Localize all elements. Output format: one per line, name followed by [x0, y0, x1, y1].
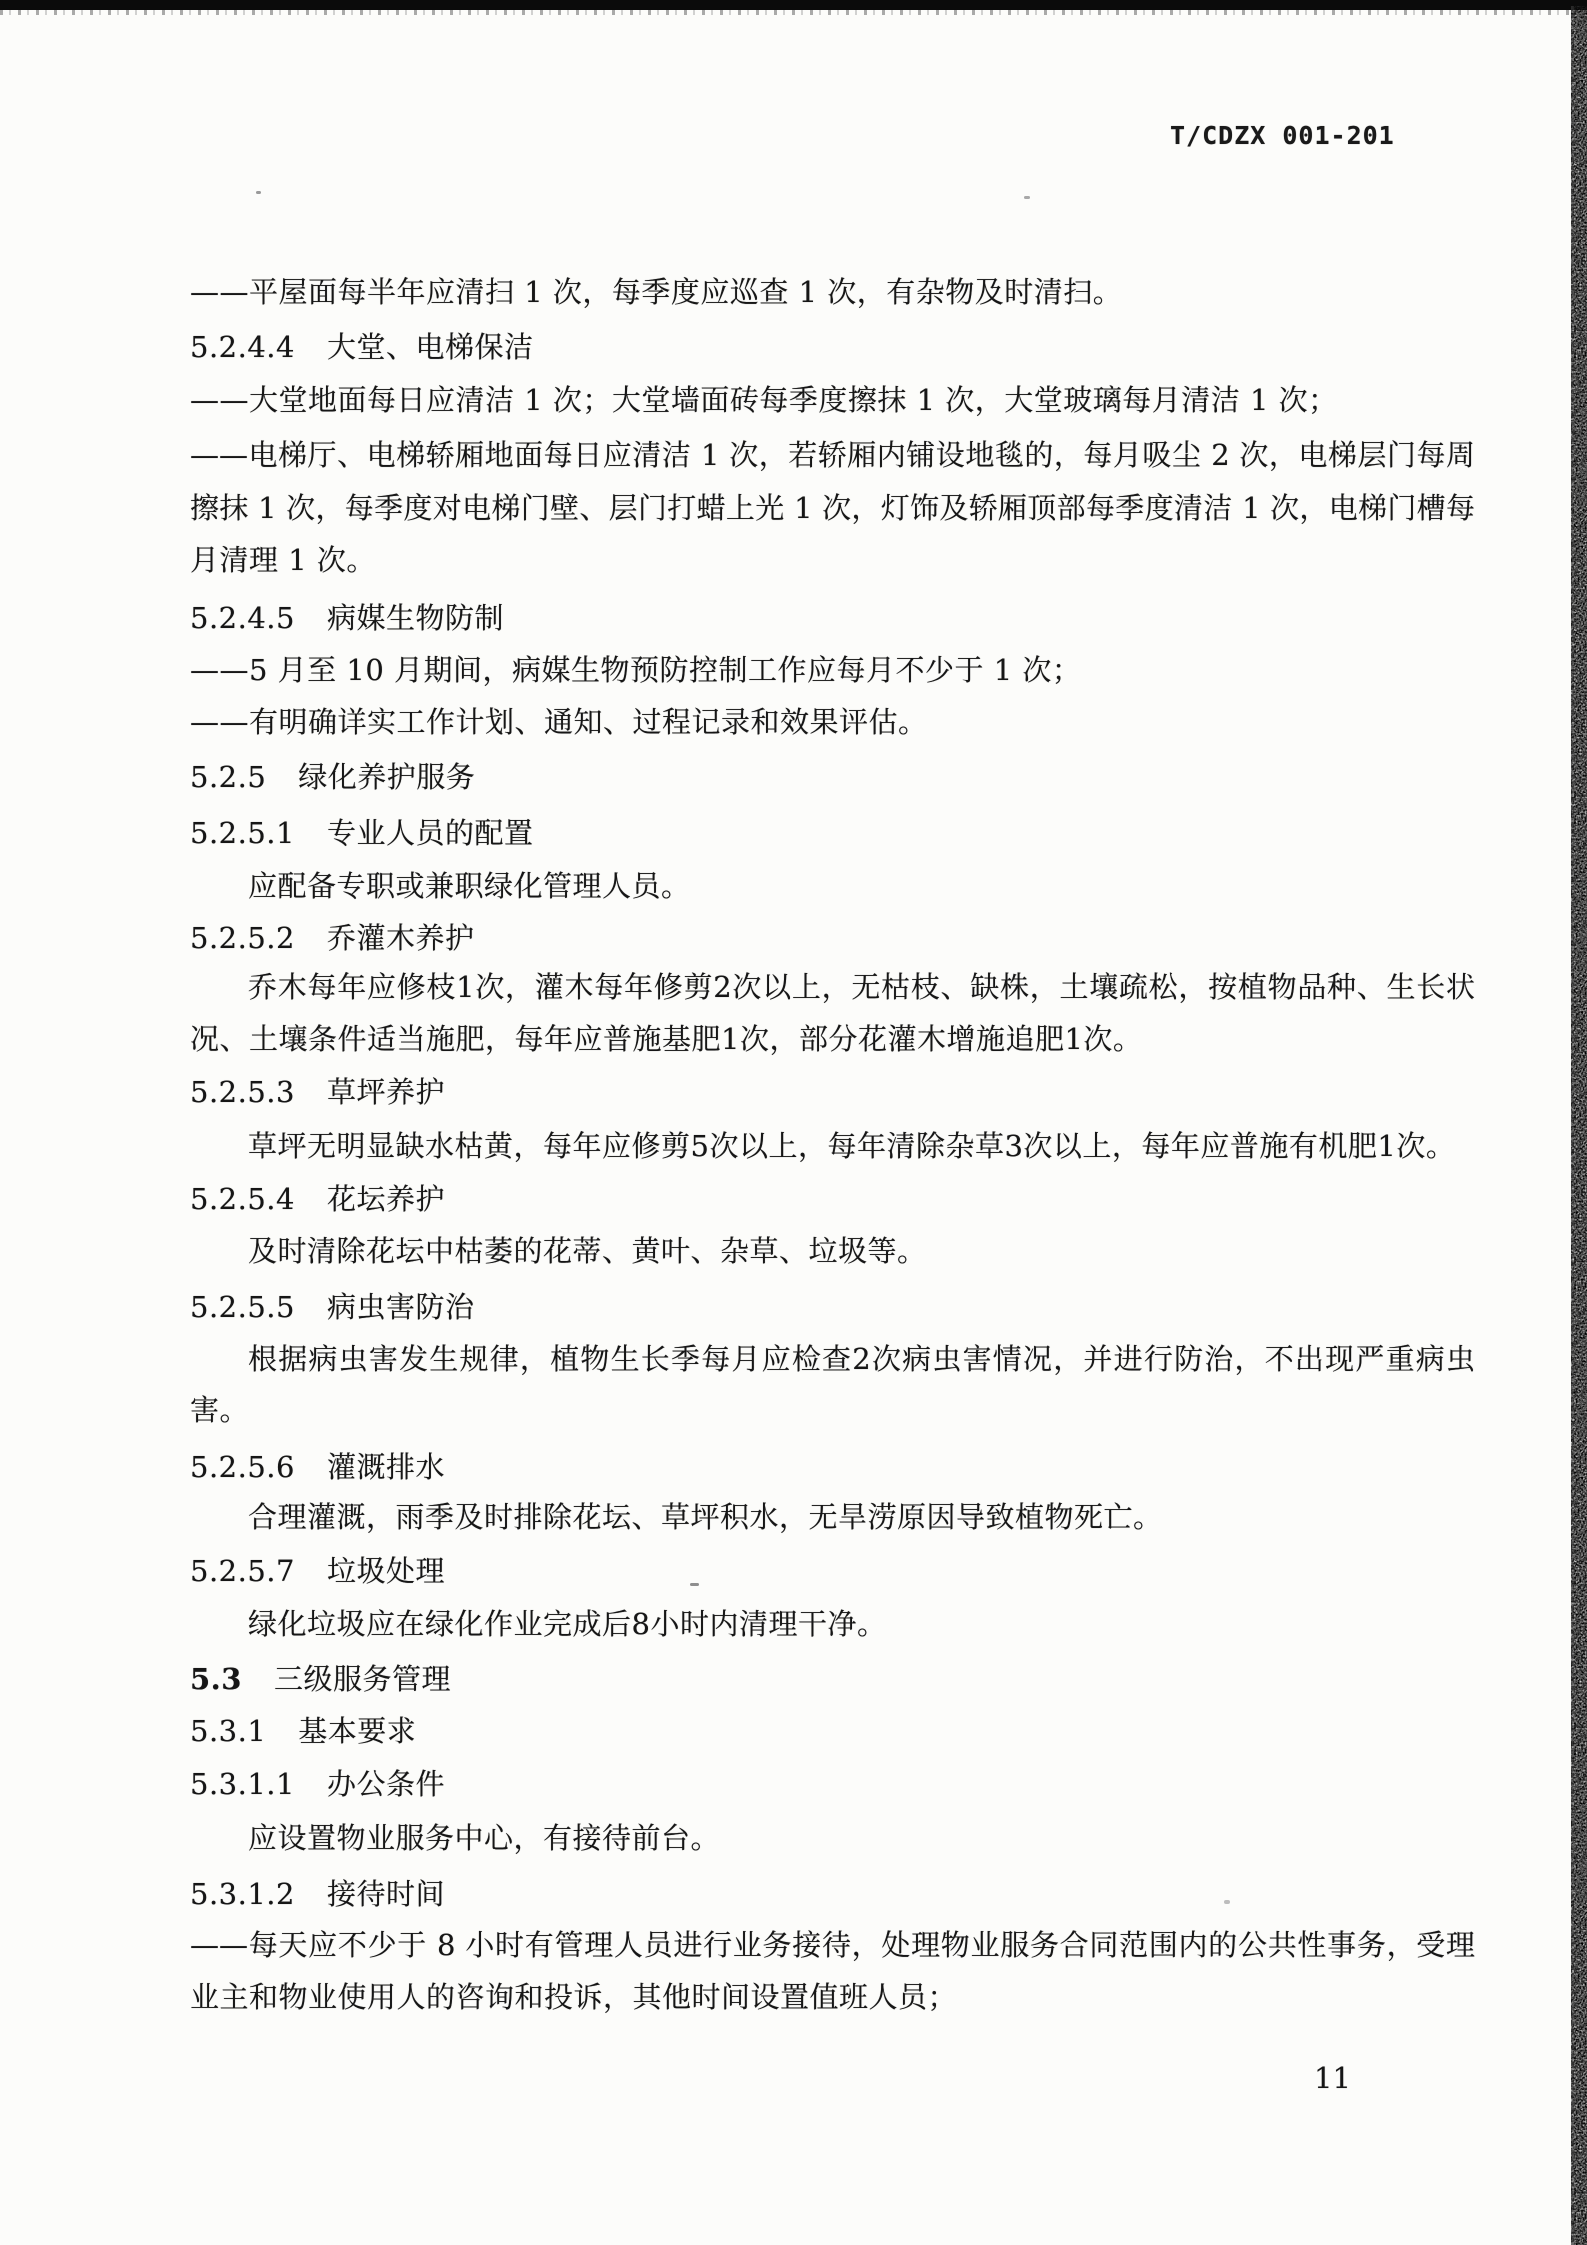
- page-number: 11: [1314, 2061, 1351, 2095]
- clause-number: 5.2.5.5: [190, 1290, 295, 1324]
- clause-title: 病虫害防治: [326, 1290, 475, 1324]
- text-line: 擦抹 1 次，每季度对电梯门壁、层门打蜡上光 1 次，灯饰及轿厢顶部每季度清洁 1 次，电梯门槽每: [190, 491, 1475, 525]
- clause-heading: [190, 1447, 1475, 1487]
- scan-speck: [256, 191, 261, 194]
- clause-title: 接待时间: [326, 1877, 445, 1911]
- text-line: ——5 月至 10 月期间，病媒生物预防控制工作应每月不少于 1 次；: [190, 653, 1082, 687]
- text-line: ——电梯厅、电梯轿厢地面每日应清洁 1 次，若轿厢内铺设地毯的，每月吸尘 2 次，电梯层门每周: [190, 438, 1475, 472]
- text-line: 应配备专职或兼职绿化管理人员。: [248, 869, 691, 903]
- text-line: ——大堂地面每日应清洁 1 次；大堂墙面砖每季度擦抹 1 次，大堂玻璃每月清洁 1 次；: [190, 383, 1338, 417]
- clause-title: 大堂、电梯保洁: [326, 330, 534, 364]
- clause-number: 5.2.5.7: [190, 1554, 295, 1588]
- text-line: 草坪无明显缺水枯黄，每年应修剪5次以上，每年清除杂草3次以上，每年应普施有机肥1次。: [248, 1129, 1456, 1163]
- text-line: 害。: [190, 1393, 250, 1427]
- clause-heading: [190, 813, 1475, 853]
- clause-title: 办公条件: [326, 1767, 445, 1801]
- clause-title: 绿化养护服务: [298, 760, 476, 794]
- scan-noise-right-band: [1571, 6, 1587, 2245]
- clause-heading: [190, 1072, 1475, 1112]
- clause-heading: [190, 1287, 1475, 1327]
- clause-number: 5.2.5.1: [190, 816, 295, 850]
- text-line: 根据病虫害发生规律，植物生长季每月应检查2次病虫害情况，并进行防治，不出现严重病虫: [248, 1342, 1475, 1376]
- text-line: 绿化垃圾应在绿化作业完成后8小时内清理干净。: [248, 1607, 887, 1641]
- scan-speck: [1024, 196, 1030, 199]
- clause-number: 5.2.5.4: [190, 1182, 295, 1216]
- clause-title: 病媒生物防制: [326, 601, 504, 635]
- text-line: ——每天应不少于 8 小时有管理人员进行业务接待，处理物业服务合同范围内的公共性事务，受理: [190, 1928, 1475, 1962]
- standard-code-header: T/CDZX 001-201: [1170, 121, 1395, 150]
- text-line: 及时清除花坛中枯萎的花蒂、黄叶、杂草、垃圾等。: [248, 1234, 927, 1268]
- clause-heading: [190, 1874, 1475, 1914]
- clause-heading: [190, 1764, 1475, 1804]
- text-line: 乔木每年应修枝1次，灌木每年修剪2次以上，无枯枝、缺株，土壤疏松，按植物品种、生长状: [248, 970, 1475, 1004]
- text-line: ——平屋面每半年应清扫 1 次，每季度应巡查 1 次，有杂物及时清扫。: [190, 275, 1123, 309]
- clause-title: 专业人员的配置: [326, 816, 534, 850]
- clause-number: 5.2.4.4: [190, 330, 295, 364]
- clause-number: 5.3.1: [190, 1714, 267, 1748]
- scan-noise-edge-line: [1571, 6, 1574, 2245]
- clause-title: 草坪养护: [326, 1075, 445, 1109]
- clause-number: 5.3.1.1: [190, 1767, 295, 1801]
- clause-number: 5.2.5.2: [190, 921, 295, 955]
- clause-heading: [190, 327, 1475, 367]
- text-line: ——有明确详实工作计划、通知、过程记录和效果评估。: [190, 705, 928, 739]
- clause-number: 5.2.4.5: [190, 601, 295, 635]
- clause-number: 5.2.5.6: [190, 1450, 295, 1484]
- text-line: 合理灌溉，雨季及时排除花坛、草坪积水，无旱涝原因导致植物死亡。: [248, 1500, 1163, 1534]
- text-line: 业主和物业使用人的咨询和投诉，其他时间设置值班人员；: [190, 1980, 958, 2014]
- clause-title: 基本要求: [298, 1714, 417, 1748]
- text-line: 况、土壤条件适当施肥，每年应普施基肥1次，部分花灌木增施追肥1次。: [190, 1022, 1143, 1056]
- clause-heading: [190, 1179, 1475, 1219]
- clause-title: 灌溉排水: [326, 1450, 445, 1484]
- clause-heading: [190, 1711, 1475, 1751]
- clause-title: 花坛养护: [326, 1182, 445, 1216]
- clause-number: 5.3.1.2: [190, 1877, 295, 1911]
- scan-artifact-top-bar: [0, 0, 1587, 10]
- clause-heading: [190, 1551, 1475, 1591]
- text-line: 月清理 1 次。: [190, 543, 376, 577]
- clause-heading: [190, 598, 1475, 638]
- clause-number: 5.3: [190, 1662, 242, 1696]
- text-line: 应设置物业服务中心，有接待前台。: [248, 1821, 721, 1855]
- clause-heading: [190, 918, 1475, 958]
- clause-title: 垃圾处理: [326, 1554, 445, 1588]
- clause-number: 5.2.5: [190, 760, 267, 794]
- clause-title: 乔灌木养护: [326, 921, 475, 955]
- clause-heading: [190, 757, 1475, 797]
- clause-number: 5.2.5.3: [190, 1075, 295, 1109]
- clause-heading: [190, 1659, 1475, 1699]
- clause-title: 三级服务管理: [273, 1662, 451, 1696]
